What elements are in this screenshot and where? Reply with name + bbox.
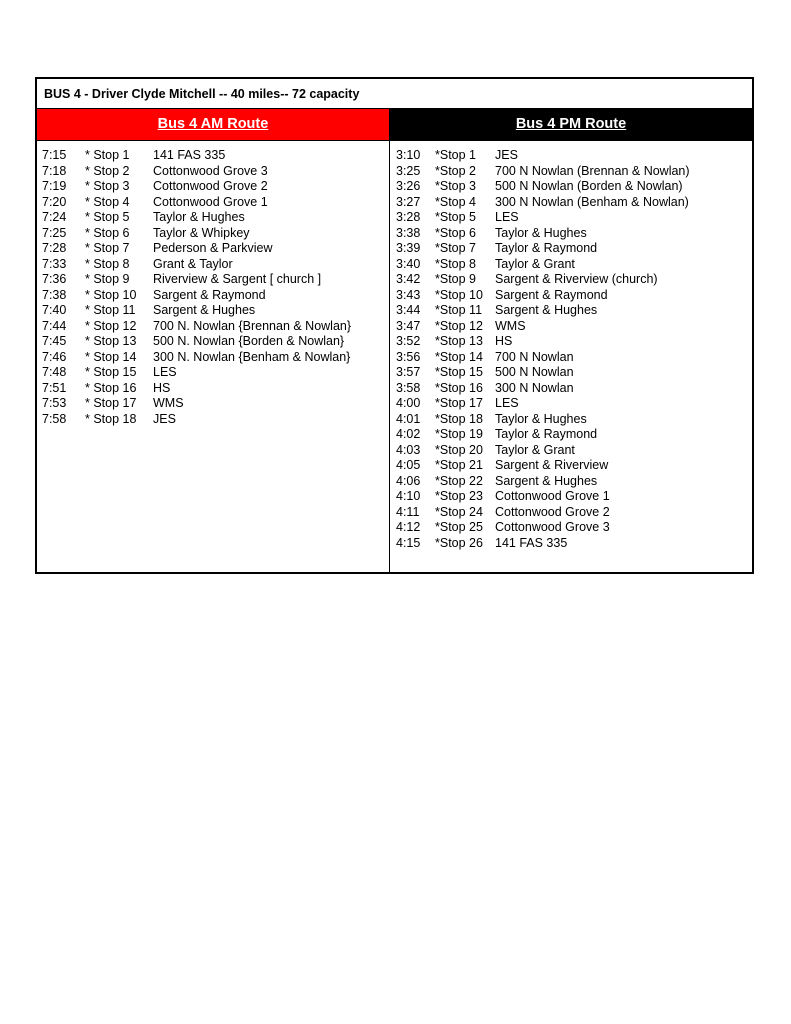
stop-time: 3:27 [396, 194, 421, 209]
pm-stop-row [396, 164, 752, 180]
pm-stop-row [396, 505, 752, 521]
stop-location: 700 N Nowlan [495, 349, 574, 364]
stop-number: * Stop 12 [85, 318, 137, 333]
pm-stop-row [396, 536, 752, 552]
stop-number: * Stop 9 [85, 272, 130, 286]
stop-time: 3:10 [396, 148, 421, 162]
stop-number: *Stop 12 [435, 318, 483, 333]
stop-location: Taylor & Whipkey [153, 225, 250, 240]
stop-time: 7:51 [42, 380, 67, 395]
stop-number: * Stop 15 [85, 365, 137, 379]
pm-stop-row [396, 396, 752, 412]
stop-time: 7:44 [42, 318, 67, 333]
stop-number: * Stop 6 [85, 225, 130, 240]
stop-number: * Stop 11 [85, 303, 136, 317]
stop-number: *Stop 8 [435, 256, 477, 271]
stop-number: *Stop 22 [435, 473, 483, 488]
pm-stop-row [396, 272, 752, 288]
stop-time: 4:01 [396, 411, 421, 426]
stop-time: 7:24 [42, 210, 67, 224]
stop-time: 7:15 [42, 148, 67, 162]
am-stop-row [42, 257, 389, 273]
stop-time: 7:33 [42, 256, 67, 271]
am-stop-row [42, 396, 389, 412]
stop-time: 7:25 [42, 225, 67, 240]
pm-stop-row [396, 241, 752, 257]
stop-time: 7:46 [42, 349, 67, 364]
stop-time: 7:18 [42, 163, 67, 178]
stop-location: JES [495, 148, 518, 162]
stop-time: 3:25 [396, 163, 421, 178]
stop-location: Sargent & Raymond [495, 287, 608, 302]
stop-location: LES [495, 210, 519, 224]
stop-location: Sargent & Raymond [153, 287, 266, 302]
stop-time: 7:45 [42, 334, 67, 348]
am-stop-row [42, 241, 389, 257]
stop-location: Cottonwood Grove 1 [495, 489, 610, 503]
am-route-header-label: Bus 4 AM Route [157, 116, 269, 132]
am-route-header [37, 109, 390, 140]
pm-stop-row [396, 350, 752, 366]
pm-stop-row [396, 520, 752, 536]
stop-number: *Stop 17 [435, 396, 483, 410]
stop-number: * Stop 17 [85, 396, 137, 410]
stop-location: Sargent & Hughes [495, 303, 598, 317]
stop-time: 3:40 [396, 256, 421, 271]
stop-number: * Stop 1 [85, 148, 130, 162]
stop-location: 500 N Nowlan (Borden & Nowlan) [495, 179, 683, 193]
stop-number: *Stop 25 [435, 520, 483, 534]
stop-time: 4:10 [396, 489, 421, 503]
route-header-row [37, 109, 752, 141]
am-stop-row [42, 226, 389, 242]
pm-stop-row [396, 365, 752, 381]
stop-time: 4:12 [396, 520, 421, 534]
pm-stop-row [396, 179, 752, 195]
stop-location: Cottonwood Grove 2 [153, 179, 268, 193]
stop-location: 500 N Nowlan [495, 365, 574, 379]
stop-number: *Stop 14 [435, 349, 483, 364]
stop-location: Taylor & Grant [495, 256, 575, 271]
stop-location: Grant & Taylor [153, 256, 233, 271]
pm-route-header-label: Bus 4 PM Route [515, 116, 627, 132]
pm-stop-row [396, 489, 752, 505]
am-stop-row [42, 148, 389, 164]
stop-number: *Stop 1 [435, 148, 477, 162]
stop-number: * Stop 18 [85, 411, 137, 426]
stop-time: 3:47 [396, 318, 421, 333]
pm-stop-row [396, 412, 752, 428]
stop-time: 4:05 [396, 458, 421, 472]
stop-number: *Stop 21 [435, 458, 483, 472]
stop-number: *Stop 23 [435, 489, 483, 503]
stop-number: *Stop 15 [435, 365, 483, 379]
stop-time: 7:19 [42, 179, 67, 193]
stop-number: *Stop 7 [435, 241, 477, 255]
pm-stop-row [396, 334, 752, 350]
stop-number: * Stop 7 [85, 241, 130, 255]
stop-location: 300 N Nowlan [495, 380, 574, 395]
pm-stop-row [396, 474, 752, 490]
stop-number: * Stop 4 [85, 194, 130, 209]
stop-location: Taylor & Hughes [153, 210, 245, 224]
pm-route-stops [390, 141, 752, 572]
stop-location: 300 N. Nowlan {Benham & Nowlan} [153, 349, 351, 364]
stop-location: Sargent & Riverview [495, 458, 609, 472]
stop-time: 3:52 [396, 334, 421, 348]
stop-number: * Stop 2 [85, 163, 130, 178]
pm-stop-row [396, 288, 752, 304]
stop-location: LES [495, 396, 519, 410]
stop-time: 7:36 [42, 272, 67, 286]
stop-number: * Stop 14 [85, 349, 137, 364]
stop-number: * Stop 3 [85, 179, 130, 193]
am-stop-row [42, 210, 389, 226]
stop-time: 3:44 [396, 303, 421, 317]
stop-time: 3:56 [396, 349, 421, 364]
stop-time: 4:00 [396, 396, 421, 410]
am-stop-row [42, 179, 389, 195]
stop-number: *Stop 26 [435, 535, 483, 550]
pm-stop-row [396, 427, 752, 443]
pm-stop-row [396, 381, 752, 397]
stop-number: *Stop 13 [435, 334, 483, 348]
stop-time: 3:38 [396, 225, 421, 240]
stop-location: WMS [495, 318, 526, 333]
stop-time: 7:38 [42, 287, 67, 302]
stop-number: *Stop 18 [435, 411, 483, 426]
stop-time: 4:15 [396, 535, 421, 550]
am-route-stops [37, 141, 390, 572]
stop-location: Taylor & Hughes [495, 411, 587, 426]
stop-location: 700 N Nowlan (Brennan & Nowlan) [495, 163, 690, 178]
stop-time: 3:58 [396, 380, 421, 395]
stop-time: 4:06 [396, 473, 421, 488]
am-stop-row [42, 288, 389, 304]
stop-location: Sargent & Riverview (church) [495, 272, 658, 286]
am-stop-row [42, 365, 389, 381]
pm-stop-row [396, 303, 752, 319]
am-stop-row [42, 350, 389, 366]
stop-number: * Stop 8 [85, 256, 130, 271]
stop-location: Sargent & Hughes [153, 303, 256, 317]
am-stop-row [42, 412, 389, 428]
stop-location: Cottonwood Grove 3 [153, 163, 268, 178]
stop-time: 7:28 [42, 241, 67, 255]
stop-location: 141 FAS 335 [153, 148, 226, 162]
stop-location: Cottonwood Grove 2 [495, 504, 610, 519]
stop-location: Cottonwood Grove 1 [153, 194, 268, 209]
stop-time: 7:20 [42, 194, 67, 209]
stop-time: 4:03 [396, 442, 421, 457]
am-stop-row [42, 319, 389, 335]
stop-number: *Stop 19 [435, 427, 483, 441]
stop-number: *Stop 16 [435, 380, 483, 395]
pm-stop-row [396, 458, 752, 474]
stop-location: Taylor & Raymond [495, 427, 598, 441]
stop-location: Riverview & Sargent [ church ] [153, 272, 322, 286]
stop-time: 7:58 [42, 411, 67, 426]
stop-time: 7:40 [42, 303, 67, 317]
pm-stop-row [396, 210, 752, 226]
stop-location: HS [153, 380, 171, 395]
am-stop-row [42, 272, 389, 288]
am-stop-row [42, 164, 389, 180]
stop-location: Pederson & Parkview [153, 241, 273, 255]
stop-time: 3:42 [396, 272, 421, 286]
stop-location: LES [153, 365, 177, 379]
stop-time: 3:57 [396, 365, 421, 379]
stop-location: 300 N Nowlan (Benham & Nowlan) [495, 194, 689, 209]
stop-number: *Stop 9 [435, 272, 477, 286]
stop-location: JES [153, 411, 176, 426]
stop-location: Taylor & Hughes [495, 225, 587, 240]
stop-time: 3:43 [396, 287, 421, 302]
stop-number: *Stop 20 [435, 442, 483, 457]
schedule-title: BUS 4 - Driver Clyde Mitchell -- 40 miles-- 72 capacity [37, 79, 752, 109]
stop-number: *Stop 5 [435, 210, 477, 224]
pm-stop-row [396, 443, 752, 459]
stop-time: 7:48 [42, 365, 67, 379]
stop-location: Taylor & Grant [495, 442, 575, 457]
pm-stop-row [396, 195, 752, 211]
stop-time: 4:11 [396, 504, 420, 519]
am-stop-row [42, 195, 389, 211]
stop-number: * Stop 5 [85, 210, 130, 224]
stop-number: * Stop 16 [85, 380, 137, 395]
pm-stop-row [396, 257, 752, 273]
am-stop-row [42, 381, 389, 397]
stop-number: *Stop 3 [435, 179, 477, 193]
stop-time: 3:28 [396, 210, 421, 224]
stop-time: 4:02 [396, 427, 421, 441]
stop-number: * Stop 10 [85, 287, 137, 302]
stop-location: Cottonwood Grove 3 [495, 520, 610, 534]
stop-location: WMS [153, 396, 184, 410]
stop-number: * Stop 13 [85, 334, 137, 348]
am-stop-row [42, 334, 389, 350]
stop-location: Taylor & Raymond [495, 241, 598, 255]
am-stop-row [42, 303, 389, 319]
stop-number: *Stop 11 [435, 303, 483, 317]
pm-stop-row [396, 226, 752, 242]
pm-stop-row [396, 148, 752, 164]
stop-time: 7:53 [42, 396, 67, 410]
route-body-row [37, 141, 752, 572]
stop-number: *Stop 4 [435, 194, 477, 209]
stop-time: 3:39 [396, 241, 421, 255]
stop-location: HS [495, 334, 513, 348]
stop-location: Sargent & Hughes [495, 473, 598, 488]
stop-location: 700 N. Nowlan {Brennan & Nowlan} [153, 318, 352, 333]
pm-route-header [390, 109, 752, 140]
bus-schedule-table [35, 77, 754, 574]
stop-location: 141 FAS 335 [495, 535, 568, 550]
stop-number: *Stop 10 [435, 287, 483, 302]
pm-stop-row [396, 319, 752, 335]
stop-number: *Stop 6 [435, 225, 477, 240]
stop-location: 500 N. Nowlan {Borden & Nowlan} [153, 334, 345, 348]
stop-number: *Stop 2 [435, 163, 477, 178]
stop-time: 3:26 [396, 179, 421, 193]
stop-number: *Stop 24 [435, 504, 483, 519]
